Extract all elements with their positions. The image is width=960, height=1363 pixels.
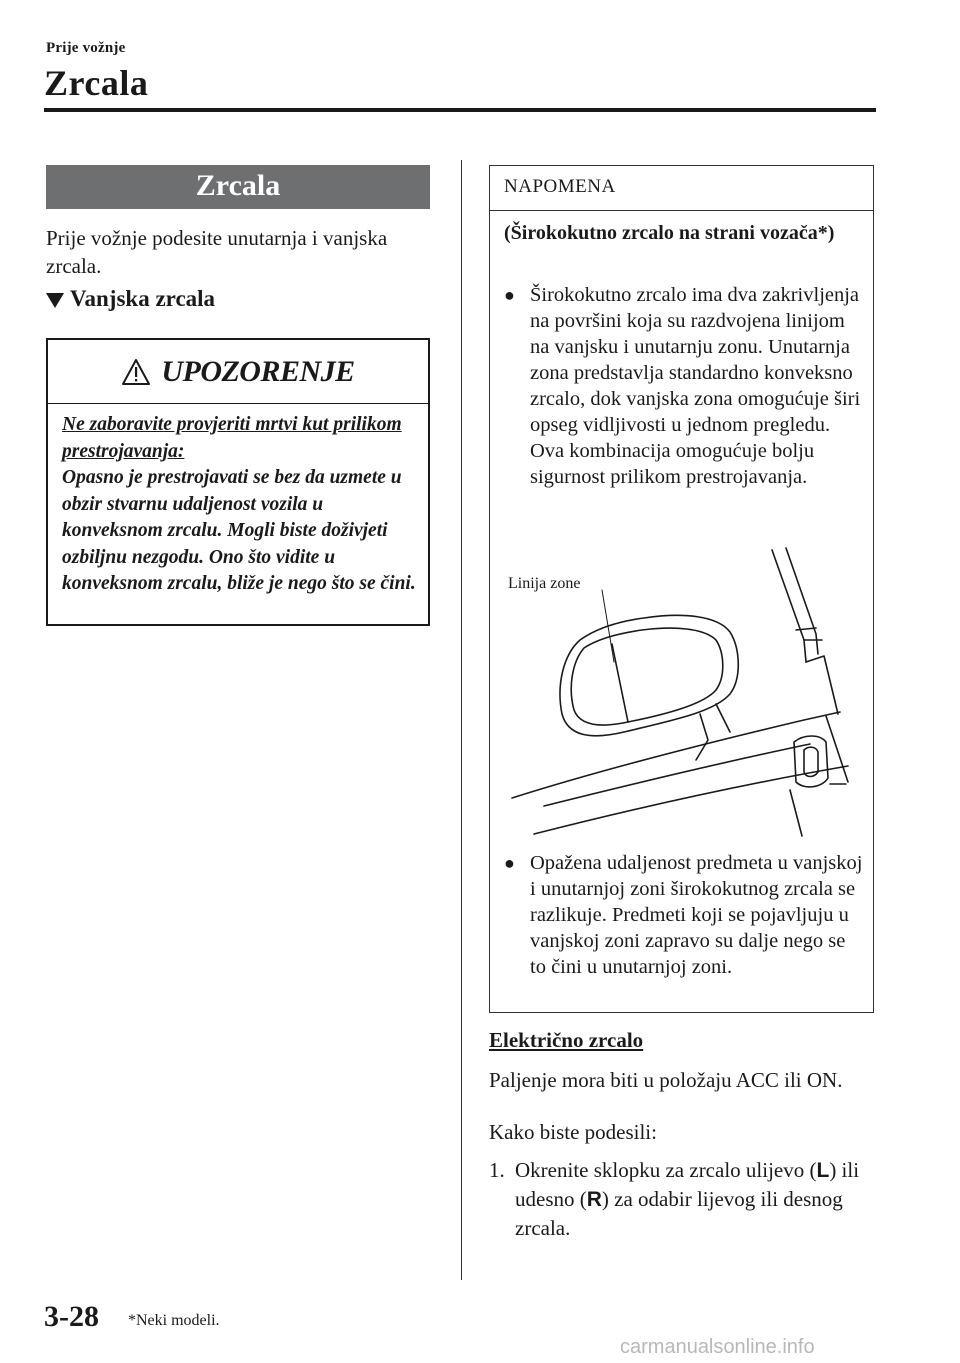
intro-text: Prije vožnje podesite unutarnja i vanjska zrcala. <box>46 226 388 278</box>
note-heading: NAPOMENA <box>504 176 616 197</box>
bullet-dot-icon: ● <box>504 853 515 873</box>
warning-header <box>48 340 428 404</box>
watermark: carmanualsonline.info <box>620 1336 815 1358</box>
column-divider <box>461 160 462 1280</box>
triangle-bullet-icon <box>46 293 64 308</box>
wide-angle-mirror-illustration <box>504 544 860 844</box>
page-title: Zrcala <box>44 63 149 103</box>
warning-lead: Ne zaboravite provjeriti mrtvi kut prilikom prestrojavanja: <box>62 414 402 462</box>
title-rule <box>44 108 876 112</box>
note-bullet <box>504 850 864 980</box>
note-bullet <box>504 282 864 490</box>
warning-triangle-icon <box>121 358 151 386</box>
left-switch-symbol: L <box>816 1159 830 1182</box>
note-bullet-text: Širokokutno zrcalo ima dva zakrivljenja na površini koja su razdvojena linijom na vanjsku i unutarnju zonu. Unutarnja zona predstavlja standardno konveksno zrcalo, dok vanjska zona omogućuje širi opseg vidljivosti u jednom pregledu. Ova kombinacija omogućuje bolju sigurnost prilikom prestrojavanja. <box>530 284 861 488</box>
warning-box <box>46 338 430 626</box>
section-title-bar: Zrcala <box>46 165 430 209</box>
page-number: 3-28 <box>44 1300 99 1333</box>
warning-title: UPOZORENJE <box>161 355 355 388</box>
step-text: Okrenite sklopku za zrcalo ulijevo (L) ili udesno (R) za odabir lijevog ili desnog zrcala. <box>515 1158 860 1240</box>
warning-rule <box>48 403 428 404</box>
ignition-note: Paljenje mora biti u položaju ACC ili ON. <box>489 1068 843 1092</box>
howto-text: Kako biste podesili: <box>489 1120 657 1144</box>
step-number: 1. <box>489 1158 505 1182</box>
subheading-outside-mirrors <box>46 286 215 312</box>
electric-mirror-heading: Električno zrcalo <box>489 1028 644 1052</box>
note-bullet-text: Opažena udaljenost predmeta u vanjskoj i unutarnjoj zoni širokokutnog zrcala se razlikuje. Predmeti koji se pojavljuju u vanjskoj zoni zapravo su dalje nego se to čini u unutarnjoj zoni. <box>530 852 863 978</box>
right-switch-symbol: R <box>586 1188 602 1211</box>
subheading-text: Vanjska zrcala <box>70 286 216 311</box>
footnote: *Neki modeli. <box>128 1312 220 1329</box>
note-box <box>489 165 874 1013</box>
step-1 <box>489 1156 879 1242</box>
warning-body <box>62 412 418 598</box>
chapter-label: Prije vožnje <box>46 40 126 56</box>
bullet-dot-icon: ● <box>504 285 515 305</box>
warning-text: Opasno je prestrojavati se bez da uzmete u obzir stvarnu udaljenost vozila u konveksnom zrcalu. Mogli biste doživjeti ozbiljnu nezgodu. Ono što vidite u konveksnom zrcalu, bliže je nego što se čini. <box>62 467 416 594</box>
zone-line-label: Linija zone <box>508 575 581 592</box>
note-subheading: (Širokokutno zrcalo na strani vozača*) <box>504 222 835 244</box>
note-rule <box>490 210 873 211</box>
